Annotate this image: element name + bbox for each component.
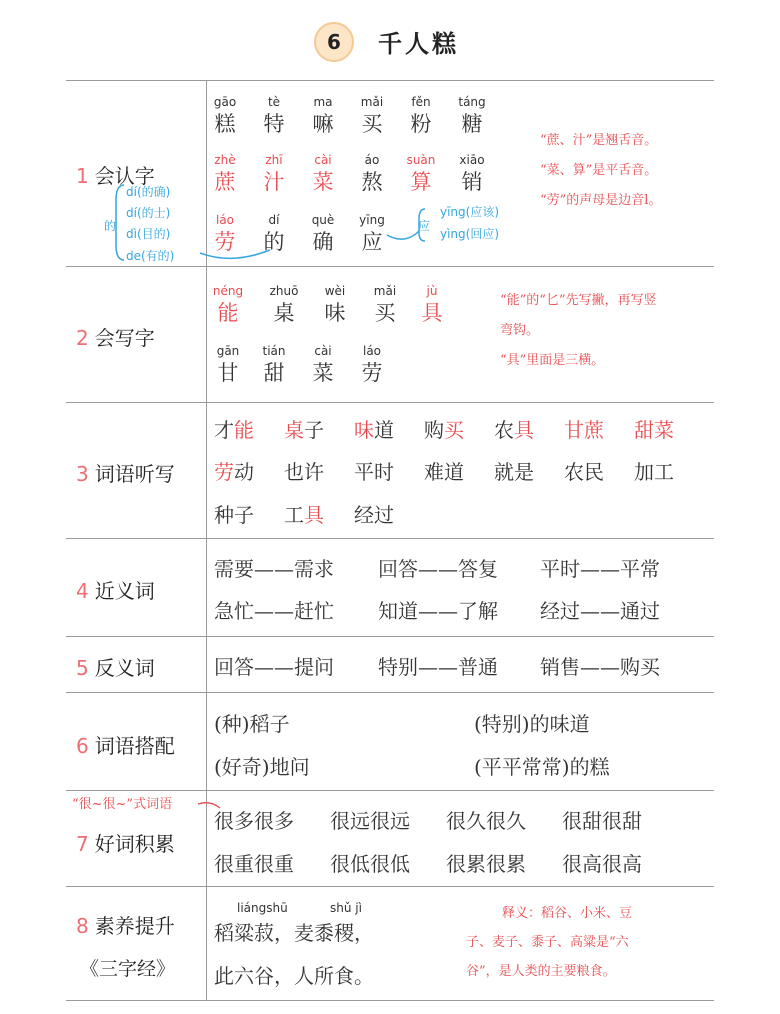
char-cell: tián 甜 [262,344,286,385]
dictation-word: 桌子 [284,418,324,442]
de-note: de(有的) [126,249,175,263]
s8-note: 谷”，是人类的主要粮食。 [466,964,616,979]
antonym-pair: 特别——普通 [378,655,498,679]
de-label: 的 [104,219,117,233]
de-note: dì(目的) [126,227,171,241]
char-cell: áo 熬 [361,153,383,194]
dictation-word: 就是 [494,460,534,484]
char-cell: gāo 糕 [213,95,237,136]
synonym-pair: 平时——平常 [540,557,660,581]
divider [66,538,714,539]
classic-line: 此六谷，人所食。 [214,964,374,988]
divider [66,790,714,791]
synonym-pair: 需要——需求 [214,557,334,581]
char-cell: cài 菜 [312,344,334,385]
collocation: (种)稻子 [214,712,290,736]
char-cell: néng 能 [212,284,244,325]
s2-note: 弯钩。 [500,323,540,338]
dictation-word: 才能 [214,418,254,442]
dictation-word: 工具 [284,503,324,527]
char-cell: zhī 汁 [263,153,285,194]
good-word: 很累很累 [446,852,526,876]
s2-note: “能”的“匕”先写撇，再写竖 [500,293,657,308]
collocation: (好奇)地问 [214,755,310,779]
good-word: 很高很高 [562,852,642,876]
char-cell: fěn 粉 [410,95,432,136]
pinyin-annotation: shǔ jì [330,901,362,915]
char-cell: xiāo 销 [459,153,485,194]
s7-note: “很~很~”式词语 [72,797,173,812]
char-cell: cài 菜 [312,153,334,194]
char-cell: jù 具 [421,284,443,325]
section-5-label: 5 反义词 [76,656,155,680]
dictation-word: 也许 [284,460,324,484]
section-3-label: 3 词语听写 [76,462,175,486]
section-8-label: 8 素养提升 [76,914,175,938]
char-cell: zhè 蔗 [214,153,236,194]
section-1-label: 1 会认字 [76,164,155,188]
pinyin-annotation: liángshū [237,901,288,915]
char-cell: yīng 应 [359,213,385,254]
dictation-word: 甘蔗 [564,418,604,442]
char-cell: gān 甘 [216,344,240,385]
char-cell: suàn 算 [406,153,436,194]
dictation-word: 劳动 [214,460,254,484]
dictation-word: 平时 [354,460,394,484]
char-cell: láo 劳 [361,344,383,385]
ying-note: yìng(回应) [440,227,500,241]
de-brace-icon [112,180,292,270]
dictation-word: 难道 [424,460,464,484]
synonym-pair: 经过——通过 [540,599,660,623]
classic-line: 稻粱菽，麦黍稷， [214,921,374,945]
dictation-word: 甜菜 [634,418,674,442]
synonym-pair: 回答——答复 [378,557,498,581]
section-7-label: 7 好词积累 [76,832,175,856]
good-word: 很远很远 [330,809,410,833]
dictation-word: 购买 [424,418,464,442]
dictation-word: 经过 [354,503,394,527]
collocation: (平平常常)的糕 [474,755,610,779]
section-4-label: 4 近义词 [76,579,155,603]
good-word: 很多很多 [214,809,294,833]
de-note: dí(的确) [126,185,171,199]
char-cell: mǎi 买 [360,95,384,136]
s1-note: “菜、算”是平舌音。 [540,163,658,178]
section-2-label: 2 会写字 [76,326,155,350]
char-cell: zhuō 桌 [269,284,299,325]
divider [66,1000,714,1001]
char-cell: láo 劳 [214,213,236,254]
dictation-word: 加工 [634,460,674,484]
char-cell: mǎi 买 [373,284,397,325]
good-word: 很重很重 [214,852,294,876]
ying-label: 应 [418,219,431,233]
char-cell: què 确 [311,213,335,254]
dictation-word: 农民 [564,460,604,484]
s8-note: 释义：稻谷、小米、豆 [502,906,633,921]
divider [66,636,714,637]
s1-note: “蔗、汁”是翘舌音。 [540,133,658,148]
char-cell: tè 特 [263,95,285,136]
ying-arrow-icon [385,205,445,245]
classic-title: 《三字经》 [80,958,176,980]
antonym-pair: 回答——提问 [214,655,334,679]
divider [66,886,714,887]
s1-note: “劳”的声母是边音l。 [540,193,662,208]
divider [66,402,714,403]
ying-note: yīng(应该) [440,205,500,219]
dictation-word: 农具 [494,418,534,442]
dictation-word: 种子 [214,503,254,527]
collocation: (特别)的味道 [474,712,590,736]
lesson-title: 千人糕 [378,30,459,58]
divider [66,692,714,693]
s2-note: “具”里面是三横。 [500,353,605,368]
synonym-pair: 知道——了解 [378,599,498,623]
lesson-header [0,18,780,68]
dictation-word: 味道 [354,418,394,442]
char-cell: dí 的 [263,213,285,254]
char-cell: ma 嘛 [312,95,334,136]
antonym-pair: 销售——购买 [540,655,660,679]
de-note: dí(的士) [126,206,171,220]
good-word: 很甜很甜 [562,809,642,833]
divider [66,80,714,81]
char-cell: wèi 味 [324,284,346,325]
s8-note: 子、麦子、黍子、高粱是“六 [466,935,629,950]
section-6-label: 6 词语搭配 [76,734,175,758]
char-cell: táng 糖 [458,95,486,136]
lesson-number-badge: 6 [314,22,354,62]
good-word: 很低很低 [330,852,410,876]
synonym-pair: 急忙——赶忙 [214,599,334,623]
good-word: 很久很久 [446,809,526,833]
